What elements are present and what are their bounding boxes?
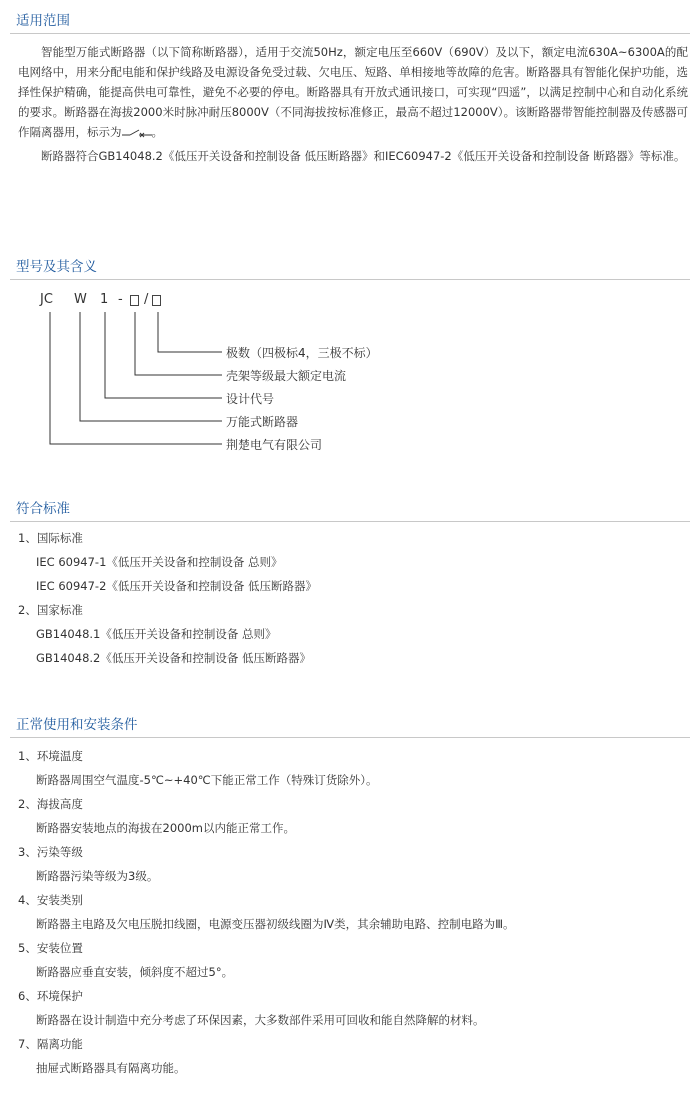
list-item-head: 1、国际标准 [18, 531, 83, 545]
list-item: 断路器安装地点的海拔在2000m以内能正常工作。 [36, 821, 295, 835]
list-item-head: 3、污染等级 [18, 845, 83, 859]
scope-paragraph: 智能型万能式断路器（以下简称断路器），适用于交流50Hz，额定电压至660V（690V）及以下，额定电流630A~6300A的配电网络中，用来分配电能和保护线路及电源设备免受过载、欠电压、短路、单相接地等故障的危害。断路器具有智能化保护功能，选择性保护精确，能提高供电可靠性，避免不必要的停电。断路器具有开放式通讯接口，可实现“四遥”，以满足控制中心和自动化系统的要求。断路器在海拔2000米时脉冲耐压8000V（不同海拔按标准修正，最高不超过12000V）。该断路器带智能控制器及传感器可作隔离器用，标示为 。 [18, 45, 688, 139]
list-item-head: 2、国家标准 [18, 603, 83, 617]
list-item: IEC 60947-1《低压开关设备和控制设备 总则》 [36, 555, 283, 569]
label-poles: 极数（四极标4，三极不标） [226, 346, 378, 360]
model-leader-lines [10, 292, 690, 462]
list-item: GB14048.1《低压开关设备和控制设备 总则》 [36, 627, 277, 641]
code-design: 1 [100, 292, 109, 307]
model-diagram [10, 292, 690, 462]
list-item-head: 2、海拔高度 [18, 797, 83, 811]
label-company: 荆楚电气有限公司 [226, 438, 323, 452]
code-slash: / [144, 292, 149, 307]
list-item-head: 6、环境保护 [18, 989, 83, 1003]
isolator-symbol-icon [122, 128, 152, 138]
section-title: 正常使用和安装条件 [10, 714, 690, 738]
list-item: 断路器周围空气温度-5℃~+40℃下能正常工作（特殊订货除外）。 [36, 773, 378, 787]
section-title: 符合标准 [10, 498, 690, 522]
label-type: 万能式断路器 [226, 415, 299, 429]
list-item: GB14048.2《低压开关设备和控制设备 低压断路器》 [36, 651, 312, 665]
list-item-head: 1、环境温度 [18, 749, 83, 763]
section-title: 型号及其含义 [10, 256, 690, 280]
section-model [10, 256, 690, 280]
label-current: 壳架等级最大额定电流 [226, 369, 347, 383]
list-item: 断路器在设计制造中充分考虑了环保因素，大多数部件采用可回收和能自然降解的材料。 [36, 1013, 485, 1027]
list-item: 抽屉式断路器具有隔离功能。 [36, 1061, 186, 1075]
list-item-head: 5、安装位置 [18, 941, 83, 955]
list-item-head: 7、隔离功能 [18, 1037, 83, 1051]
section-standards [10, 498, 690, 670]
list-item: 断路器污染等级为3级。 [36, 869, 159, 883]
section-title: 适用范围 [10, 10, 690, 34]
code-dash: - [118, 292, 123, 307]
list-item-head: 4、安装类别 [18, 893, 83, 907]
code-prefix: JC [40, 292, 53, 307]
section-scope [10, 10, 690, 166]
code-type: W [74, 292, 87, 307]
list-item: IEC 60947-2《低压开关设备和控制设备 低压断路器》 [36, 579, 318, 593]
standards-list [10, 526, 690, 670]
conditions-list [10, 744, 690, 1080]
standard-paragraph: 断路器符合GB14048.2《低压开关设备和控制设备 低压断路器》和IEC60947-2《低压开关设备和控制设备 断路器》等标准。 [41, 149, 686, 163]
label-design: 设计代号 [226, 392, 275, 406]
list-item: 断路器主电路及欠电压脱扣线圈，电源变压器初级线圈为Ⅳ类，其余辅助电路、控制电路为Ⅲ。 [36, 917, 515, 931]
list-item: 断路器应垂直安装，倾斜度不超过5°。 [36, 965, 234, 979]
section-conditions [10, 714, 690, 1080]
